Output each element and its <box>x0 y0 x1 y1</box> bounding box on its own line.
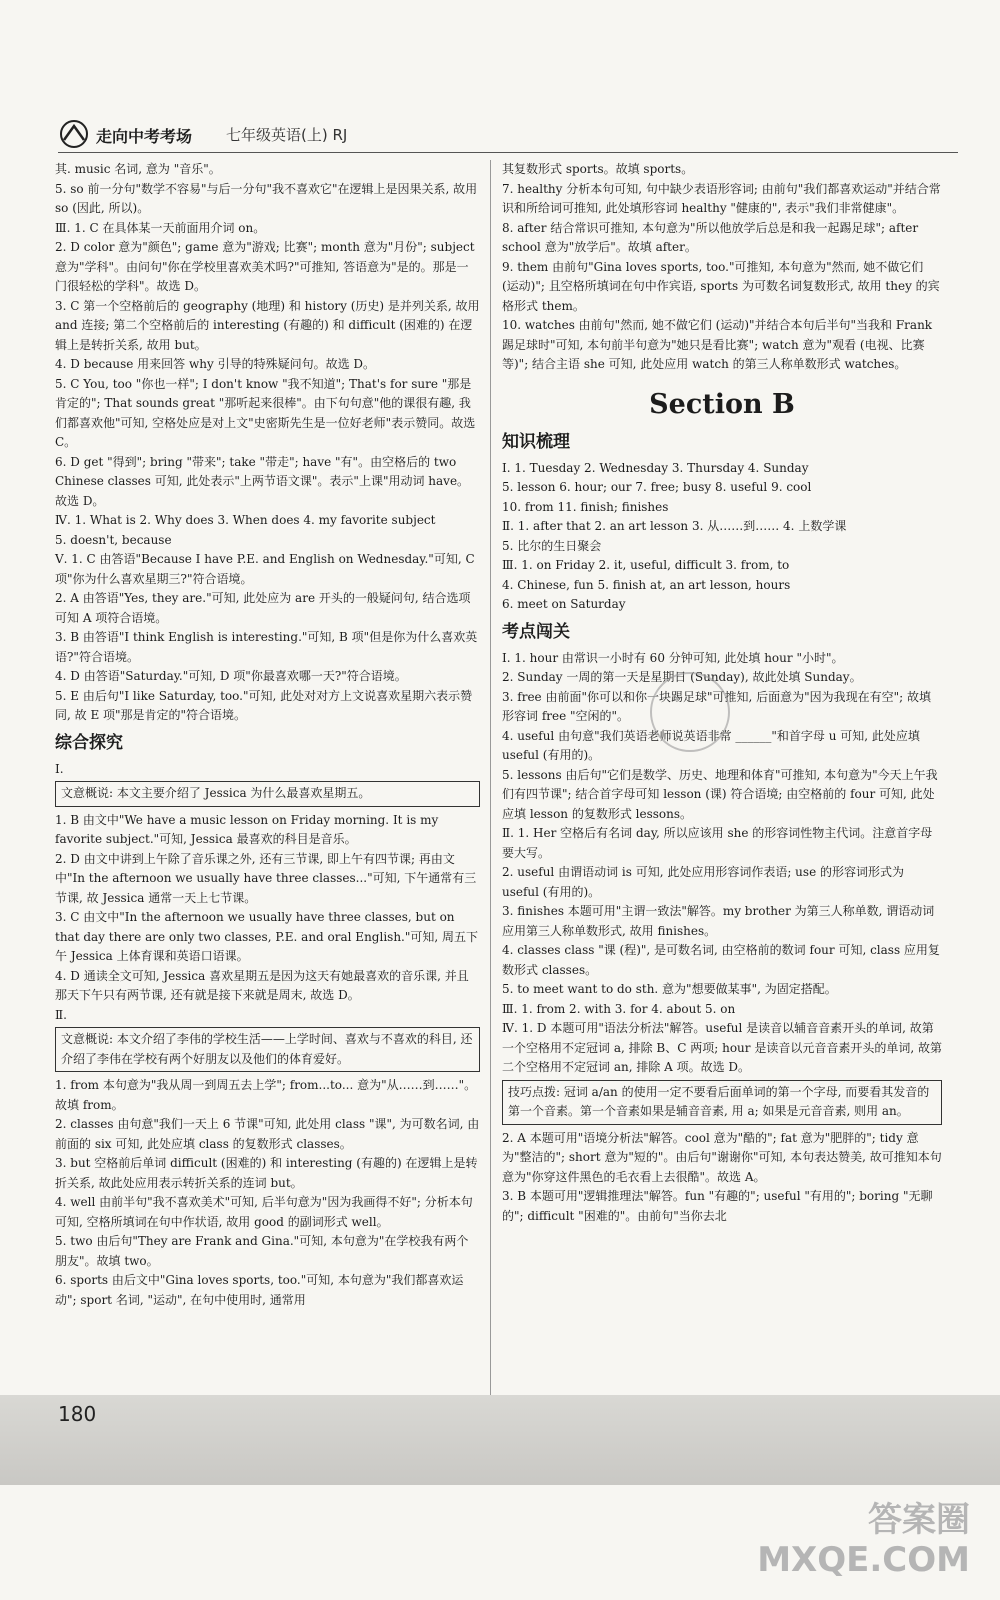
answer-paragraph: 1. from 本句意为"我从周一到周五去上学"; from...to... 意为"从……到……"。故填 from。 <box>55 1078 477 1112</box>
answer-paragraph: 2. D 由文中讲到上午除了音乐课之外, 还有三节课, 即上午有四节课; 再由文中"In the afternoon we usually have three classes..."可知, 下午通常有三节课, 故 Jessica 通常一天上七节课。 <box>55 851 477 905</box>
answer-paragraph: 3. B 由答语"I think English is interesting."可知, B 项"但是你为什么喜欢英语?"符合语境。 <box>55 630 478 664</box>
logo-icon <box>58 118 90 150</box>
answer-paragraph: Ⅲ. 1. C 在具体某一天前面用介词 on。 <box>55 220 266 235</box>
answer-paragraph: Ⅱ. 1. Her 空格后有名词 day, 所以应该用 she 的形容词性物主代词。注意首字母要大写。 <box>502 826 933 860</box>
answer-paragraph: 5. E 由后句"I like Saturday, too."可知, 此处对对方上文说喜欢星期六表示赞同, 故 E 项"那是肯定的"符合语境。 <box>55 688 473 722</box>
answer-paragraph: 3. free 由前面"你可以和你一块踢足球"可推知, 后面意为"因为我现在有空"; 故填形容词 free "空闲的"。 <box>502 689 932 723</box>
watermark-line-1: 答案圈 <box>868 1500 970 1540</box>
section-heading-zonghe: 综合探究 <box>55 732 123 753</box>
footer-band <box>0 1395 1000 1485</box>
answer-paragraph: 2. classes 由句意"我们一天上 6 节课"可知, 此处用 class "课", 为可数名词, 由前面的 six 可知, 此处应填 class 的复数形式 classes。 <box>55 1117 480 1151</box>
answer-paragraph: 4. well 由前半句"我不喜欢美术"可知, 后半句意为"因为我画得不好"; 分析本句可知, 空格所填词在句中作状语, 故用 good 的副词形式 well。 <box>55 1195 473 1229</box>
passage-2 <box>55 1006 480 1311</box>
answer-paragraph: 2. useful 由谓语动词 is 可知, 此处应用形容词作表语; use 的形容词形式为 useful (有用的)。 <box>502 865 904 899</box>
tip-box: 技巧点拨: 冠词 a/an 的使用一定不要看后面单词的第一个字母, 而要看其发音的第一个音素。第一个音素如果是辅音音素, 用 a; 如果是元音音素, 则用 an。 <box>502 1080 942 1125</box>
answer-paragraph: 2. Sunday 一周的第一天是星期日 (Sunday), 故此处填 Sunday。 <box>502 670 862 684</box>
answer-paragraph: 5. two 由后句"They are Frank and Gina."可知, 本句意为"在学校我有两个朋友"。故填 two。 <box>55 1234 469 1268</box>
answer-paragraph: 6. sports 由后文中"Gina loves sports, too."可知, 本句意为"我们都喜欢运动"; sport 名词, "运动", 在句中使用时, 通常用 <box>55 1273 464 1307</box>
answer-paragraph: 3. but 空格前后单词 difficult (困难的) 和 interesting (有趣的) 在逻辑上是转折关系, 故此处应用表示转折关系的连词 but。 <box>55 1156 478 1190</box>
book-subtitle: 七年级英语(上) RJ <box>226 126 348 144</box>
summary-box: 文意概说: 本文介绍了李伟的学校生活——上学时间、喜欢与不喜欢的科目, 还介绍了李伟在学校有两个好朋友以及他们的体育爱好。 <box>55 1027 480 1072</box>
answer-paragraph: Ⅴ. 1. C 由答语"Because I have P.E. and English on Wednesday."可知, C 项"你为什么喜欢星期三?"符合语境。 <box>55 552 475 586</box>
answer-paragraph: Ⅳ. 1. D 本题可用"语法分析法"解答。useful 是读音以辅音音素开头的单词, 故第一个空格用不定冠词 a, 排除 B、C 两项; hour 是读音以元音音素开头的单词, 故第二个空格用不定冠词 an, 排除 A 项。故选 D。 <box>502 1021 942 1074</box>
answer-paragraph: 4. D 通读全文可知, Jessica 喜欢星期五是因为这天有她最喜欢的音乐课, 并且那天下午只有两节课, 还有就是接下来就是周末, 故选 D。 <box>55 968 469 1002</box>
summary-box: 文意概说: 本文主要介绍了 Jessica 为什么最喜欢星期五。 <box>55 781 480 807</box>
answer-paragraph: 5. C You, too "你也一样"; I don't know "我不知道"; That's for sure "那是肯定的"; That sounds great "那听起来很棒"。由下句句意"他的课很有趣, 我们都喜欢他"可知, 空格处应是对上文"史密斯先生是一位好老师"表示赞同。故选 C。 <box>55 376 476 449</box>
answer-paragraph: 6. D get "得到"; bring "带来"; take "带走"; have "有"。由空格后的 two Chinese classes 可知, 此处表示"上两节语文课"。表示"上课"用动词 have。故选 D。 <box>55 454 470 508</box>
page-number: 180 <box>58 1402 97 1426</box>
answer-line: 6. meet on Saturday <box>502 597 626 611</box>
answer-paragraph: Ⅳ. 1. What is 2. Why does 3. When does 4. my favorite subject <box>55 513 436 527</box>
answer-line: 5. lesson 6. hour; our 7. free; busy 8. useful 9. cool <box>502 480 812 494</box>
answer-paragraph: 5. so 前一分句"数学不容易"与后一分句"我不喜欢它"在逻辑上是因果关系, 故用 so (因此, 所以)。 <box>55 181 478 215</box>
answer-paragraph: Ⅰ. 1. hour 由常识一小时有 60 分钟可知, 此处填 hour "小时"。 <box>502 650 844 665</box>
answer-paragraph: 4. useful 由句意"我们英语老师说英语非常 ______"和首字母 u 可知, 此处应填 useful (有用的)。 <box>502 728 920 762</box>
answer-line: Ⅰ. 1. Tuesday 2. Wednesday 3. Thursday 4. Sunday <box>502 460 809 475</box>
answer-paragraph: 3. C 第一个空格前后的 geography (地理) 和 history (历史) 是并列关系, 故用 and 连接; 第二个空格前后的 interesting (有趣的) 和 difficult (困难的) 在逻辑上是转折关系, 故用 but。 <box>55 298 480 352</box>
column-divider <box>490 160 491 1395</box>
answer-line: Ⅲ. 1. on Friday 2. it, useful, difficult 3. from, to <box>502 558 790 572</box>
answer-paragraph: Ⅲ. 1. from 2. with 3. for 4. about 5. on <box>502 1001 736 1016</box>
answer-line: 4. Chinese, fun 5. finish at, an art lesson, hours <box>502 577 791 592</box>
answer-paragraph: 其复数形式 sports。故填 sports。 <box>502 162 694 176</box>
answer-line: Ⅱ. 1. after that 2. an art lesson 3. 从……到…… 4. 上数学课 <box>502 519 847 533</box>
page-header <box>58 118 958 153</box>
passage-label: Ⅱ. <box>55 1007 67 1022</box>
answer-line: 10. from 11. finish; finishes <box>502 499 669 514</box>
stamp-icon <box>650 672 730 752</box>
answer-paragraph: 10. watches 由前句"然而, 她不做它们 (运动)"并结合本句后半句"当我和 Frank 踢足球时"可知, 本句前半句意为"她只是看比赛"; watch 意为"观看 (电视、比赛等)"; 结合主语 she 可知, 此处应用 watch 的第三人称单数形式 watches。 <box>502 318 933 371</box>
answer-paragraph: 1. B 由文中"We have a music lesson on Friday morning. It is my favorite subject."可知, Jessica 最喜欢的科目是音乐。 <box>55 812 439 846</box>
passage-1 <box>55 760 480 1006</box>
section-heading-kaodian: 考点闯关 <box>502 621 570 642</box>
answer-paragraph: 4. classes class "课 (程)", 是可数名词, 由空格前的数词 four 可知, class 应用复数形式 classes。 <box>502 943 940 977</box>
passage-label: Ⅰ. <box>55 761 64 776</box>
answer-paragraph: 5. lessons 由后句"它们是数学、历史、地理和体育"可推知, 本句意为"今天上午我们有四节课"; 结合首字母可知 lesson (课) 符合语境; 由空格前的 four 可知, 此处应填 lesson 的复数形式 lessons。 <box>502 767 938 821</box>
corner-watermark <box>757 1500 970 1580</box>
answer-paragraph: 3. B 本题可用"逻辑推理法"解答。fun "有趣的"; useful "有用的"; boring "无聊的"; difficult "困难的"。由前句"当你去北 <box>502 1189 933 1223</box>
answer-paragraph: 2. A 由答语"Yes, they are."可知, 此处应为 are 开头的一般疑问句, 结合选项可知 A 项符合语境。 <box>55 591 471 625</box>
answer-line: 5. 比尔的生日聚会 <box>502 538 602 553</box>
answer-paragraph: 3. finishes 本题可用"主谓一致法"解答。my brother 为第三人称单数, 谓语动词应用第三人称单数形式, 故用 finishes。 <box>502 904 935 938</box>
answer-paragraph: 3. C 由文中"In the afternoon we usually have three classes, but on that day there are only two classes, P.E. and oral English."可知, 周五下午 Jessica 上体育课和英语口语课。 <box>55 910 479 963</box>
section-b-title: Section B <box>649 388 795 420</box>
answer-paragraph: 4. D because 用来回答 why 引导的特殊疑问句。故选 D。 <box>55 357 376 371</box>
watermark-line-2: MXQE.COM <box>757 1540 970 1580</box>
answer-paragraph: 7. healthy 分析本句可知, 句中缺少表语形容词; 由前句"我们都喜欢运动"并结合常识和所给词可推知, 此处填形容词 healthy "健康的", 表示"我们非常健康"。 <box>502 181 941 215</box>
answer-paragraph: 9. them 由前句"Gina loves sports, too."可推知, 本句意为"然而, 她不做它们 (运动)"; 且空格所填词在句中作宾语, sports 为可数名词复数形式, 故用 they 的宾格形式 them。 <box>502 259 940 313</box>
brand-title: 走向中考考场 <box>96 127 193 146</box>
answer-paragraph: 2. A 本题可用"语境分析法"解答。cool 意为"酷的"; fat 意为"肥胖的"; tidy 意为"整洁的"; short 意为"短的"。由后句"谢谢你"可知, 本句表达赞美, 故可推知本句意为"你穿这件黑色的毛衣看上去很酷"。故选 A。 <box>502 1130 942 1184</box>
section-heading-zhishi: 知识梳理 <box>502 431 570 452</box>
answer-paragraph: 2. D color 意为"颜色"; game 意为"游戏; 比赛"; month 意为"月份"; subject 意为"学科"。由问句"你在学校里喜欢美术吗?"可推知, 答语意为"是的。那是一门很轻松的学科"。故选 D。 <box>55 240 475 293</box>
answer-paragraph: 5. to meet want to do sth. 意为"想要做某事", 为固定搭配。 <box>502 982 837 996</box>
answer-paragraph: 5. doesn't, because <box>55 532 172 547</box>
answer-paragraph: 其. music 名词, 意为 "音乐"。 <box>55 162 221 176</box>
left-column <box>55 160 480 1310</box>
answer-paragraph: 8. after 结合常识可推知, 本句意为"所以他放学后总是和我一起踢足球"; after school 意为"放学后"。故填 after。 <box>502 220 919 254</box>
answer-paragraph: 4. D 由答语"Saturday."可知, D 项"你最喜欢哪一天?"符合语境。 <box>55 669 407 683</box>
